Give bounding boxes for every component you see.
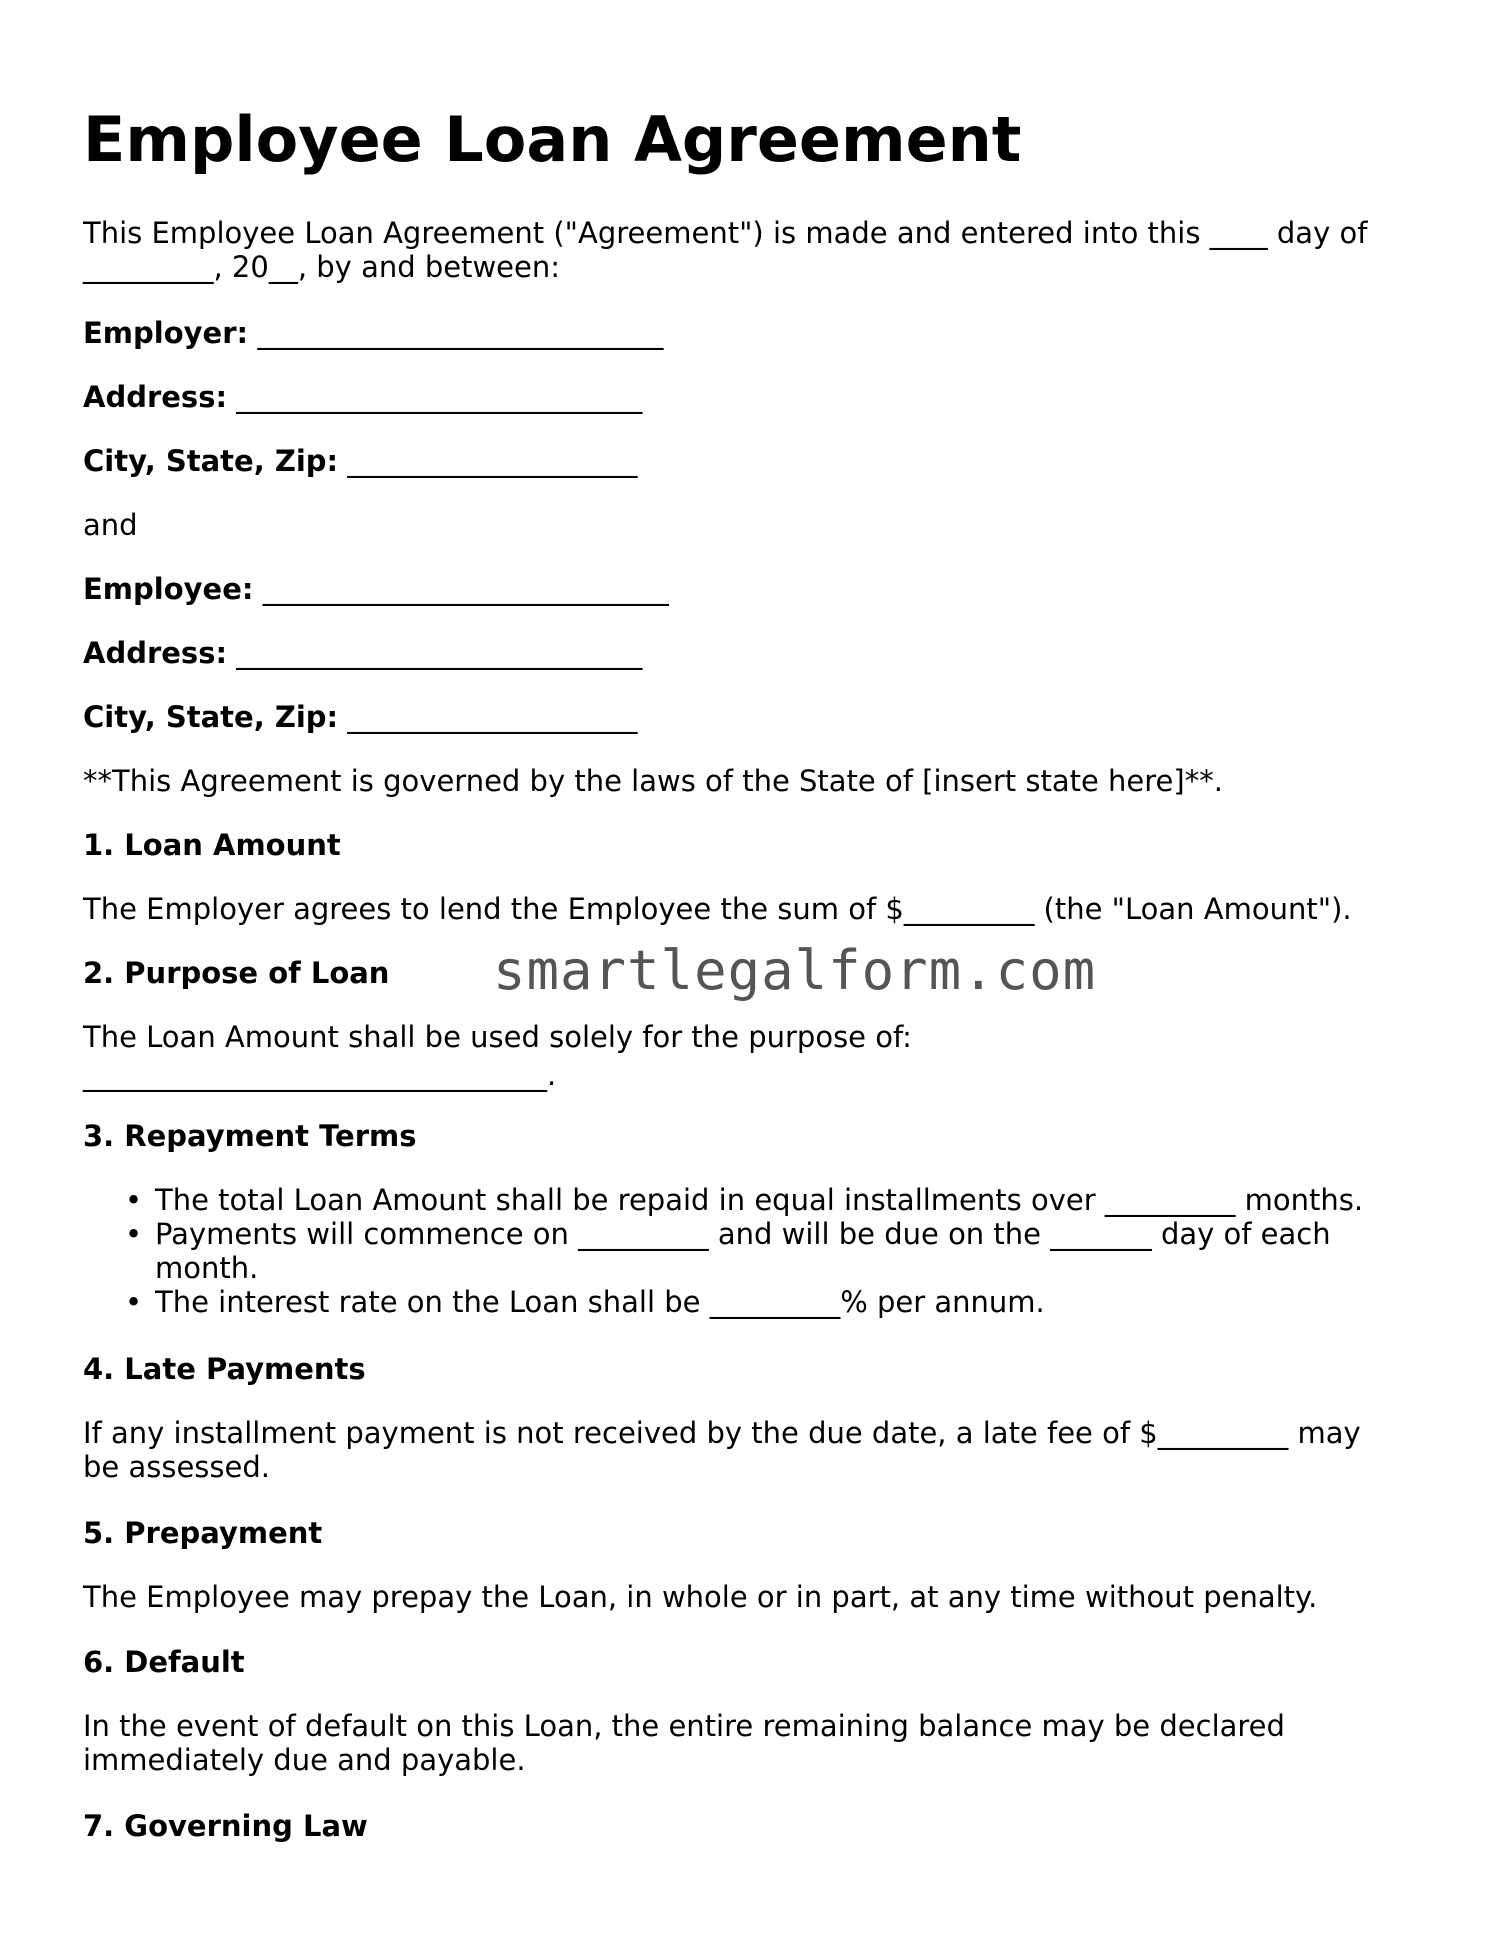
late-payments-line-2: be assessed. (83, 1450, 270, 1484)
watermark-text: smartlegalform.com (493, 939, 1097, 1002)
list-item (125, 1217, 1415, 1285)
employee-address-row (83, 636, 1413, 670)
employer-city-blank: ____________________ (347, 444, 638, 478)
late-payments-line-1: If any installment payment is not received by the due date, a late fee of $_________ may (83, 1416, 1361, 1450)
employer-address-label: Address: (83, 380, 228, 414)
employer-address-blank: ____________________________ (236, 380, 643, 414)
employer-address-row (83, 380, 1413, 414)
and-text: and (83, 508, 138, 542)
employer-city-row (83, 444, 1413, 478)
section-heading-repayment: 3. Repayment Terms (83, 1119, 417, 1153)
employee-city-label: City, State, Zip: (83, 700, 339, 734)
section-heading-default: 6. Default (83, 1645, 245, 1679)
purpose-body-line-1: The Loan Amount shall be used solely for the purpose of: (83, 1020, 912, 1054)
default-body-line-2: immediately due and payable. (83, 1743, 526, 1777)
section-heading-loan-amount: 1. Loan Amount (83, 828, 341, 862)
list-item (125, 1183, 1415, 1217)
employee-name-label: Employee: (83, 572, 254, 606)
bullet-icon: • (125, 1183, 143, 1217)
repayment-terms-list (83, 1183, 1415, 1319)
employee-name-row (83, 572, 1413, 606)
governing-state-text: **This Agreement is governed by the laws of the State of [insert state here]**. (83, 764, 1223, 798)
employee-city-row (83, 700, 1413, 734)
section-heading-governing-law: 7. Governing Law (83, 1809, 368, 1843)
loan-amount-body: The Employer agrees to lend the Employee the sum of $_________ (the "Loan Amount"). (83, 892, 1352, 926)
employee-address-label: Address: (83, 636, 228, 670)
employer-name-blank: ____________________________ (257, 316, 664, 350)
default-body-line-1: In the event of default on this Loan, the entire remaining balance may be declared (83, 1709, 1285, 1743)
employee-name-blank: ____________________________ (262, 572, 669, 606)
employer-name-label: Employer: (83, 316, 249, 350)
intro-line-2: _________, 20__, by and between: (83, 250, 561, 284)
bullet-icon: • (125, 1217, 143, 1251)
bullet-icon: • (125, 1285, 143, 1319)
employer-name-row (83, 316, 1413, 350)
intro-line-1: This Employee Loan Agreement ("Agreement") is made and entered into this ____ day of (83, 216, 1368, 250)
employee-city-blank: ____________________ (347, 700, 638, 734)
list-item (125, 1285, 1415, 1319)
section-heading-purpose: 2. Purpose of Loan (83, 956, 390, 990)
repayment-term-commence: Payments will commence on _________ and will be due on the _______ day of each month. (155, 1217, 1331, 1285)
section-heading-late-payments: 4. Late Payments (83, 1352, 366, 1386)
page-title: Employee Loan Agreement (83, 103, 1022, 176)
section-heading-prepayment: 5. Prepayment (83, 1516, 323, 1550)
repayment-term-interest: The interest rate on the Loan shall be _________% per annum. (155, 1285, 1045, 1319)
repayment-term-installments: The total Loan Amount shall be repaid in equal installments over _________ months. (155, 1183, 1364, 1217)
prepayment-body: The Employee may prepay the Loan, in whole or in part, at any time without penalty. (83, 1580, 1318, 1614)
employer-city-label: City, State, Zip: (83, 444, 339, 478)
purpose-body-line-2: ________________________________. (83, 1058, 557, 1092)
employee-address-blank: ____________________________ (236, 636, 643, 670)
